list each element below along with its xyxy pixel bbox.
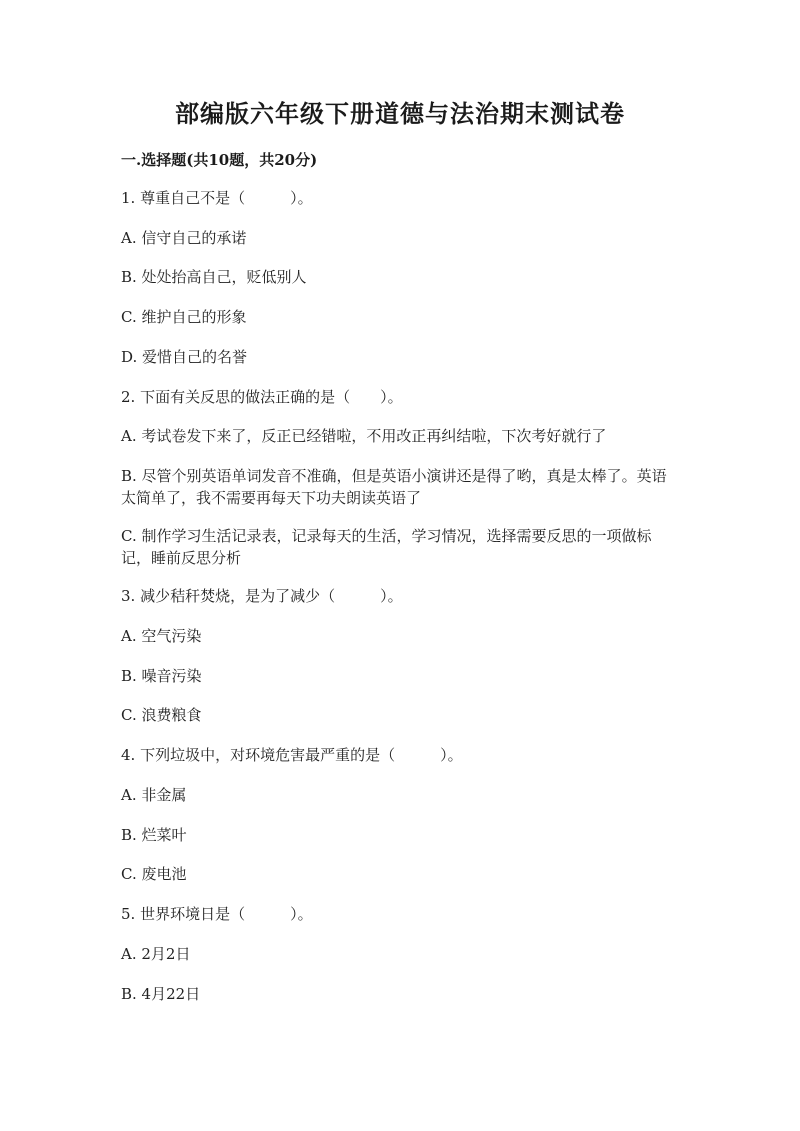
question-3-option-b: B. 噪音污染 xyxy=(121,667,202,685)
question-2-option-b: B. 尽管个别英语单词发音不准确，但是英语小演讲还是得了哟，真是太棒了。英语太简单了，我不需要再每天下功夫朗读英语了 xyxy=(121,467,667,507)
question-1-option-b: B. 处处抬高自己，贬低别人 xyxy=(121,268,307,286)
question-2-stem: 2. 下面有关反思的做法正确的是（ ）。 xyxy=(121,388,403,406)
question-2-option-a: A. 考试卷发下来了，反正已经错啦，不用改正再纠结啦，下次考好就行了 xyxy=(121,427,607,445)
question-1-option-d: D. 爱惜自己的名誉 xyxy=(121,348,248,366)
page-title: 部编版六年级下册道德与法治期末测试卷 xyxy=(175,99,625,128)
question-4-option-a: A. 非金属 xyxy=(121,786,187,804)
question-5-option-a: A. 2月2日 xyxy=(121,945,191,963)
question-3-option-c: C. 浪费粮食 xyxy=(121,706,202,724)
section-heading: 一.选择题(共10题，共20分) xyxy=(121,151,318,169)
question-5-stem: 5. 世界环境日是（ ）。 xyxy=(121,905,313,923)
question-5-option-b: B. 4月22日 xyxy=(121,985,201,1003)
question-3-option-a: A. 空气污染 xyxy=(121,627,202,645)
question-4-option-b: B. 烂菜叶 xyxy=(121,826,187,844)
question-3-stem: 3. 减少秸秆焚烧，是为了减少（ ）。 xyxy=(121,587,403,605)
question-1-option-c: C. 维护自己的形象 xyxy=(121,308,247,326)
question-2-option-c: C. 制作学习生活记录表，记录每天的生活，学习情况，选择需要反思的一项做标记，睡前反思分析 xyxy=(121,527,652,567)
question-4-option-c: C. 废电池 xyxy=(121,865,187,883)
question-1-option-a: A. 信守自己的承诺 xyxy=(121,229,247,247)
question-1-stem: 1. 尊重自己不是（ ）。 xyxy=(121,189,313,207)
question-4-stem: 4. 下列垃圾中，对环境危害最严重的是（ ）。 xyxy=(121,746,463,764)
